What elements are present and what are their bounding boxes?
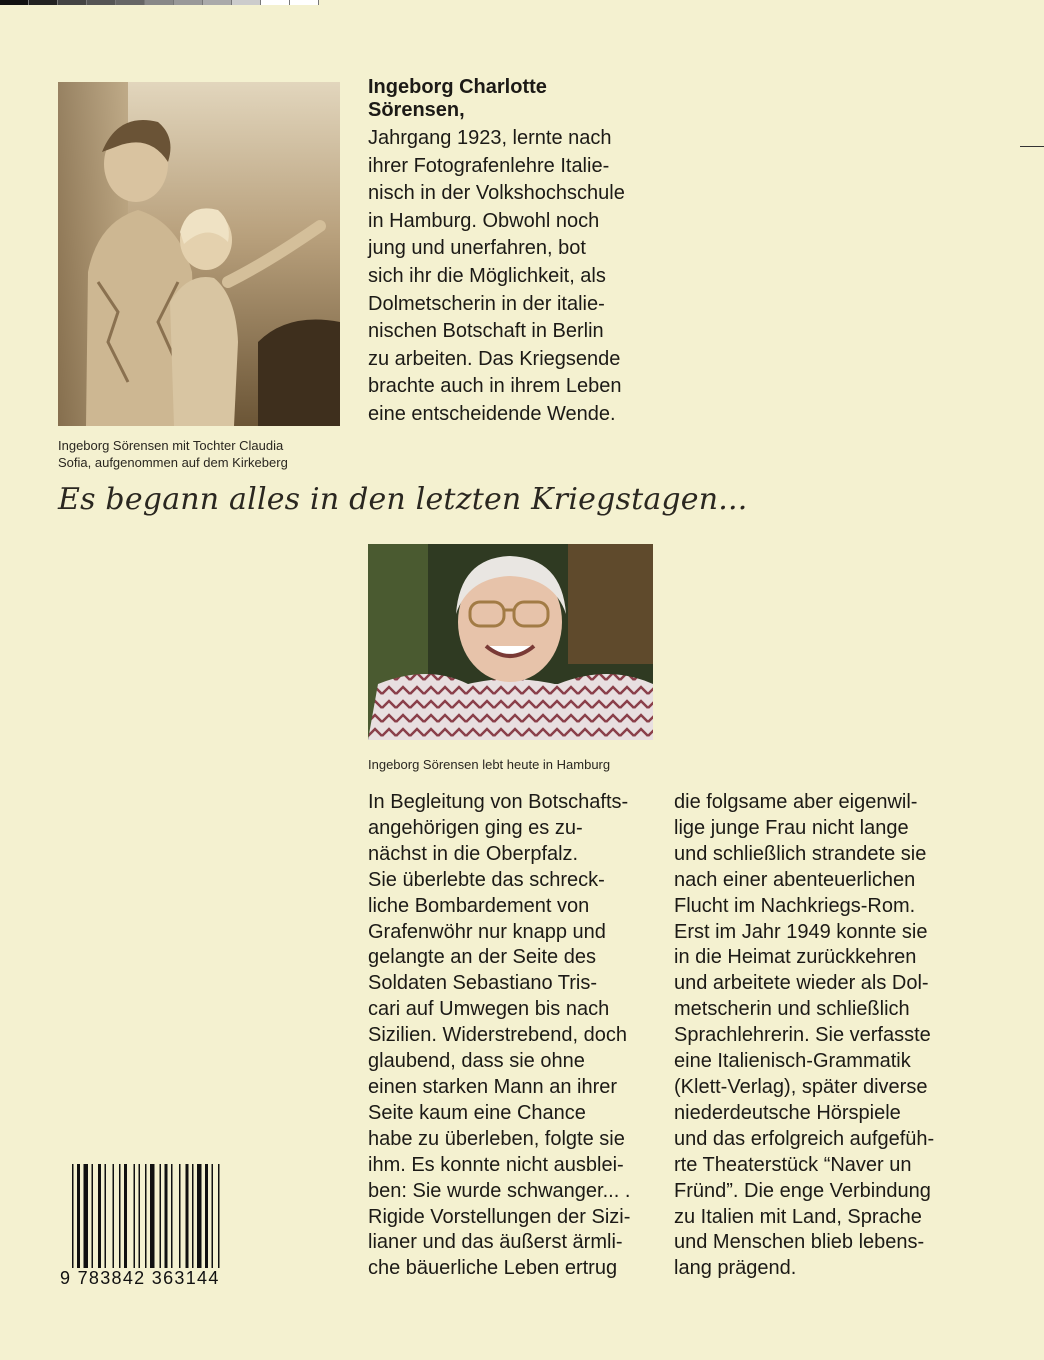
text-line: in die Heimat zurückkehren — [674, 946, 917, 969]
text-line: und schließlich strandete sie — [674, 842, 927, 865]
text-line: und arbeitete wieder als Dol- — [674, 972, 929, 995]
barcode-bar — [186, 1164, 189, 1270]
bio-line: eine entscheidende Wende. — [368, 402, 616, 425]
bio-line: nischen Botschaft in Berlin — [368, 320, 604, 343]
text-line: Erst im Jahr 1949 konnte sie — [674, 920, 928, 943]
text-line: nächst in die Oberpfalz. — [368, 842, 579, 865]
barcode-bar — [197, 1164, 202, 1270]
barcode-bar — [113, 1164, 115, 1270]
text-line: einen starken Mann an ihrer — [368, 1075, 618, 1098]
barcode-bar — [124, 1164, 127, 1270]
text-line: niederdeutsche Hörspiele — [674, 1101, 901, 1124]
text-line: zu Italien mit Land, Sprache — [674, 1205, 922, 1228]
text-line: und das erfolgreich aufgefüh- — [674, 1127, 935, 1150]
text-line: ben: Sie wurde schwanger... . — [368, 1179, 631, 1202]
text-line: nach einer abenteuerlichen — [674, 868, 916, 891]
author-bio-text — [368, 125, 668, 429]
text-line: Sizilien. Widerstrebend, doch — [368, 1024, 628, 1047]
text-line: (Klett-Verlag), später diverse — [674, 1075, 928, 1098]
author-name — [368, 76, 668, 122]
barcode-bar — [205, 1164, 208, 1270]
body-column-right — [674, 790, 934, 1282]
sepia-photo-icon — [58, 82, 340, 426]
print-color-strip — [0, 0, 319, 5]
barcode-bar — [119, 1164, 121, 1270]
portrait-photo-icon — [368, 544, 653, 740]
text-line: gelangte an der Seite des — [368, 946, 596, 969]
bio-line: zu arbeiten. Das Kriegsende — [368, 347, 621, 370]
text-line: rte Theaterstück “Naver un — [674, 1153, 912, 1176]
bio-line: jung und unerfahren, bot — [368, 237, 586, 260]
text-line: eine Italienisch-Grammatik — [674, 1050, 911, 1073]
author-name-line: Ingeborg Charlotte — [368, 76, 547, 98]
text-line: die folgsame aber eigenwil- — [674, 791, 918, 813]
portrait-photo-caption: Ingeborg Sörensen lebt heute in Hamburg — [368, 757, 611, 772]
barcode-bar — [105, 1164, 107, 1270]
barcode-bar — [98, 1164, 101, 1270]
caption-line: Ingeborg Sörensen mit Tochter Claudia — [58, 438, 284, 453]
barcode-bar — [218, 1164, 220, 1270]
barcode-bar — [145, 1164, 147, 1270]
historic-photo-caption — [58, 437, 288, 471]
bio-line: nisch in der Volkshochschule — [368, 182, 625, 205]
bio-line: Jahrgang 1923, lernte nach — [368, 127, 612, 149]
barcode-bar — [179, 1164, 181, 1270]
isbn-number: 9 783842 363144 — [60, 1268, 220, 1288]
barcode-bar — [134, 1164, 136, 1270]
text-line: Rigide Vorstellungen der Sizi- — [368, 1205, 631, 1228]
barcode-bar — [139, 1164, 141, 1270]
bio-line: in Hamburg. Obwohl noch — [368, 209, 600, 232]
text-line: Flucht im Nachkriegs-Rom. — [674, 894, 916, 917]
text-line: lang prägend. — [674, 1257, 797, 1280]
author-bio — [368, 76, 668, 429]
text-line: Fründ”. Die enge Verbindung — [674, 1179, 931, 1202]
caption-line: Sofia, aufgenommen auf dem Kirkeberg — [58, 455, 288, 470]
trim-mark — [1020, 146, 1044, 147]
barcode-bar — [171, 1164, 173, 1270]
text-line: glaubend, dass sie ohne — [368, 1050, 585, 1073]
bio-line: ihrer Fotografenlehre Italie- — [368, 154, 610, 177]
barcode-bar — [192, 1164, 194, 1270]
text-line: Grafenwöhr nur knapp und — [368, 920, 606, 943]
text-line: che bäuerliche Leben ertrug — [368, 1257, 618, 1280]
bio-line: sich ihr die Möglichkeit, als — [368, 264, 606, 287]
bio-line: brachte auch in ihrem Leben — [368, 375, 622, 398]
barcode-bar — [84, 1164, 89, 1270]
text-line: Sie überlebte das schreck- — [368, 868, 605, 891]
text-line: In Begleitung von Botschafts- — [368, 791, 629, 813]
barcode-bar — [165, 1164, 168, 1270]
text-line: Seite kaum eine Chance — [368, 1101, 586, 1124]
text-line: angehörigen ging es zu- — [368, 816, 583, 839]
body-column-left — [368, 790, 630, 1282]
bio-line: Dolmetscherin in der italie- — [368, 292, 605, 315]
barcode-bar — [92, 1164, 94, 1270]
text-line: cari auf Umwegen bis nach — [368, 998, 610, 1021]
text-line: ihm. Es konnte nicht ausblei- — [368, 1153, 624, 1176]
author-name-line: Sörensen, — [368, 99, 465, 121]
text-line: lianer und das äußerst ärmli- — [368, 1231, 623, 1254]
text-line: liche Bombardement von — [368, 894, 590, 917]
text-line: lige junge Frau nicht lange — [674, 816, 909, 839]
tagline: Es begann alles in den letzten Kriegstagen... — [58, 482, 748, 517]
text-line: Sprachlehrerin. Sie verfasste — [674, 1024, 931, 1047]
text-line: Soldaten Sebastiano Tris- — [368, 972, 598, 995]
text-line: metscherin und schließlich — [674, 998, 910, 1021]
text-line: habe zu überleben, folgte sie — [368, 1127, 625, 1150]
barcode-bar — [212, 1164, 214, 1270]
text-line: und Menschen blieb lebens- — [674, 1231, 925, 1254]
